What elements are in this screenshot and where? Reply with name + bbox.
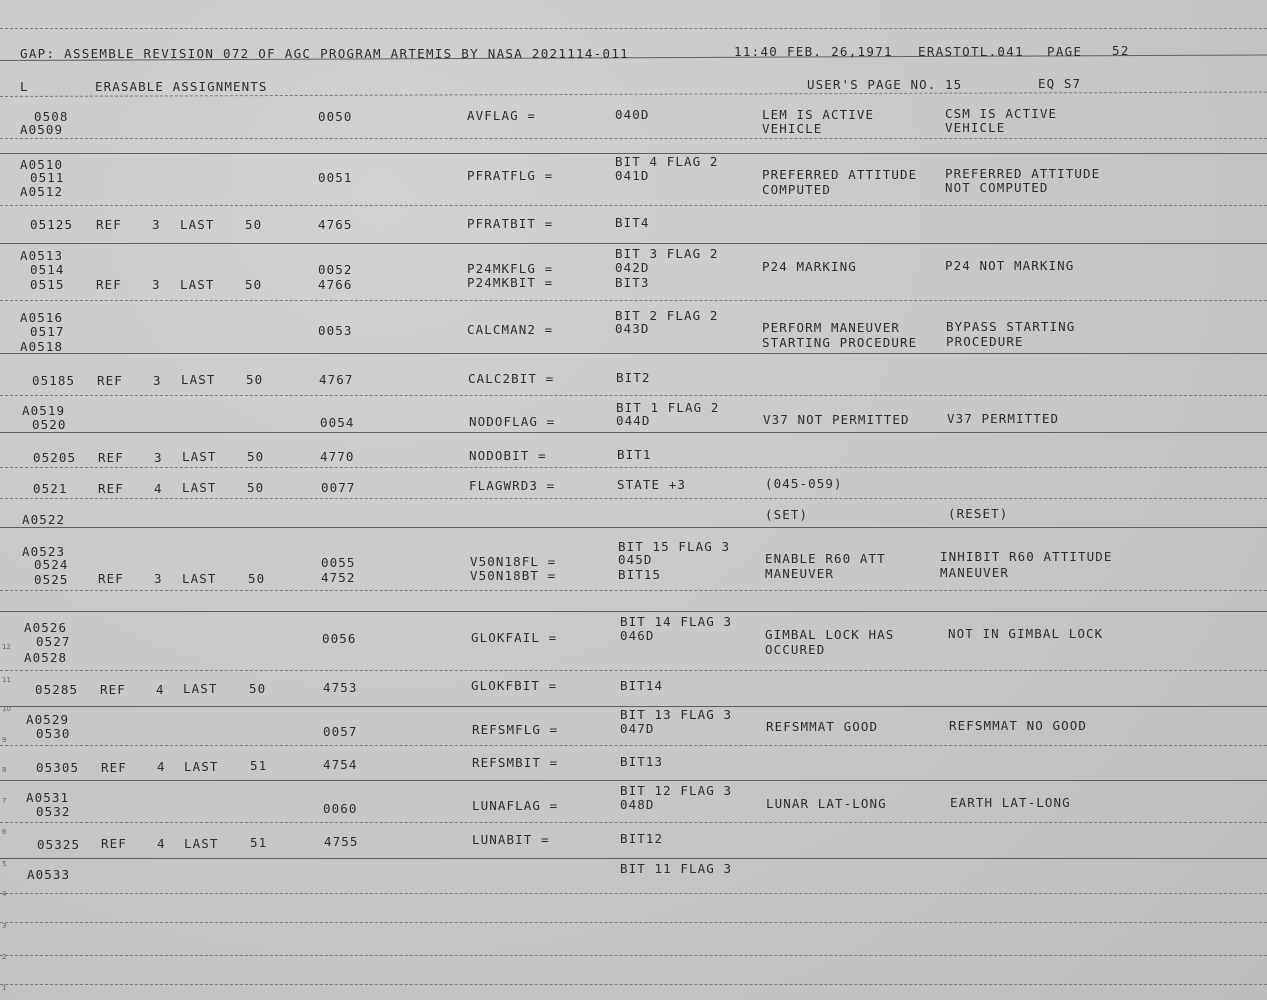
rule [0,498,1267,499]
address: 0050 [318,109,353,124]
margin-mark: 1 [2,984,7,992]
line-number: 05185 [32,373,76,388]
last-page: 50 [248,571,266,586]
line-number: 0508 [34,109,69,124]
line-number: 0511 [30,170,65,185]
rule [0,527,1267,528]
set-header: (SET) [765,507,809,522]
rule [0,467,1267,468]
ref-label: REF [98,481,124,496]
last-label: LAST [182,571,217,586]
last-label: LAST [184,759,219,774]
value: BIT14 [620,678,664,693]
range-comment: (045-059) [765,476,843,491]
address: 0057 [323,724,358,739]
address: 0054 [320,415,355,430]
rule [0,858,1267,859]
address: 4766 [318,277,353,292]
address: 0051 [318,170,353,185]
line-number: 05305 [36,760,80,775]
listing-title: GAP: ASSEMBLE REVISION 072 OF AGC PROGRAM ARTEMIS BY NASA 2021114-011 [20,46,629,61]
line-number: A0516 [20,310,64,325]
symbol: CALC2BIT = [468,371,555,386]
margin-mark: 12 [2,643,11,651]
set-comment: PERFORM MANEUVER [762,320,901,335]
address: 4755 [324,834,359,849]
symbol: GLOKFAIL = [471,630,558,645]
symbol: REFSMFLG = [472,722,559,737]
last-label: LAST [182,480,217,495]
line-number: 0532 [36,804,71,819]
line-number: A0509 [20,122,64,137]
address: 4765 [318,217,353,232]
rule [0,28,1267,29]
symbol: AVFLAG = [467,108,537,123]
value: 041D [615,168,650,183]
rule [0,138,1267,139]
ref-count: 4 [157,759,166,774]
value: BIT1 [617,447,652,462]
line-number: 05325 [37,837,81,852]
page-number: 52 [1112,43,1130,58]
address: 4754 [323,757,358,772]
bit-flag: BIT 14 FLAG 3 [620,614,733,629]
address: 4752 [321,570,356,585]
line-number: 05205 [33,450,77,465]
line-number: 05125 [30,217,74,232]
set-comment: REFSMMAT GOOD [766,719,879,734]
margin-mark: 4 [2,890,7,898]
value: BIT3 [615,275,650,290]
symbol: P24MKFLG = [467,261,554,276]
last-label: LAST [181,372,216,387]
margin-mark: 5 [2,860,7,868]
ref-count: 4 [154,481,163,496]
ref-count: 3 [154,450,163,465]
address: 0052 [318,262,353,277]
last-page: 51 [250,835,268,850]
ref-label: REF [100,682,126,697]
line-number: 0527 [36,634,71,649]
rule [0,243,1267,244]
reset-comment: MANEUVER [940,565,1010,580]
line-number: A0519 [22,403,66,418]
value: BIT12 [620,831,664,846]
reset-comment: BYPASS STARTING [946,319,1076,334]
symbol: PFRATBIT = [467,216,554,231]
last-page: 50 [245,277,263,292]
rule [0,780,1267,781]
value: STATE +3 [617,477,687,492]
rule [0,922,1267,923]
rule [0,590,1267,591]
symbol: LUNAFLAG = [472,798,559,813]
address: 0077 [321,480,356,495]
margin-mark: 3 [2,922,7,930]
value: 044D [616,413,651,428]
reset-comment: PREFERRED ATTITUDE [945,166,1101,181]
reset-header: (RESET) [948,506,1009,521]
ref-count: 3 [153,373,162,388]
line-number: A0510 [20,157,64,172]
rule [0,893,1267,894]
ref-label: REF [97,373,123,388]
set-comment: STARTING PROCEDURE [762,335,918,350]
value: BIT15 [618,567,662,582]
address: 4767 [319,372,354,387]
address: 4770 [320,449,355,464]
eq-label: EQ S7 [1038,76,1082,91]
line-number: 0524 [34,557,69,572]
reset-comment: V37 PERMITTED [947,411,1060,426]
symbol: V50N18FL = [470,554,557,569]
line-number: A0531 [26,790,70,805]
margin-mark: 9 [2,736,7,744]
reset-comment: PROCEDURE [946,334,1024,349]
last-page: 50 [247,480,265,495]
users-page: USER'S PAGE NO. 15 [807,77,963,92]
reset-comment: P24 NOT MARKING [945,258,1075,273]
reset-comment: NOT COMPUTED [945,180,1049,195]
rule [0,395,1267,396]
last-page: 51 [250,758,268,773]
reset-comment: VEHICLE [945,120,1006,135]
reset-comment: EARTH LAT-LONG [950,795,1071,810]
last-label: LAST [183,681,218,696]
section-title: ERASABLE ASSIGNMENTS [95,79,268,94]
rule [0,822,1267,823]
set-comment: PREFERRED ATTITUDE [762,167,918,182]
set-comment: OCCURED [765,642,826,657]
value: 046D [620,628,655,643]
listing-name: ERASTOTL.041 [918,44,1024,59]
line-number: 0520 [32,417,67,432]
ref-label: REF [101,760,127,775]
last-label: LAST [182,449,217,464]
last-page: 50 [249,681,267,696]
set-comment: ENABLE R60 ATT [765,551,886,566]
address: 4753 [323,680,358,695]
set-comment: LEM IS ACTIVE [762,107,875,122]
ref-count: 3 [152,277,161,292]
last-page: 50 [245,217,263,232]
address: 0053 [318,323,353,338]
rule [0,432,1267,433]
margin-mark: 2 [2,953,7,961]
margin-mark: 6 [2,828,7,836]
last-label: LAST [180,217,215,232]
reset-comment: INHIBIT R60 ATTITUDE [940,549,1113,564]
page-label: PAGE [1047,44,1083,59]
value: 045D [618,552,653,567]
line-number: A0522 [22,512,66,527]
address: 0055 [321,555,356,570]
set-comment: VEHICLE [762,121,823,136]
ref-count: 3 [152,217,161,232]
symbol: LUNABIT = [472,832,550,847]
symbol: P24MKBIT = [467,275,554,290]
line-number: A0512 [20,184,64,199]
rule [0,205,1267,206]
line-number: A0518 [20,339,64,354]
ref-label: REF [96,277,122,292]
address: 0060 [323,801,358,816]
value: BIT2 [616,370,651,385]
last-label: LAST [184,836,219,851]
line-number: A0528 [24,650,68,665]
symbol: NODOFLAG = [469,414,556,429]
bit-flag: BIT 13 FLAG 3 [620,707,733,722]
value: 040D [615,107,650,122]
rule [0,300,1267,301]
rule [0,955,1267,956]
value: BIT4 [615,215,650,230]
symbol: NODOBIT = [469,448,547,463]
value: BIT13 [620,754,664,769]
line-number: 0514 [30,262,65,277]
bit-flag: BIT 11 FLAG 3 [620,861,733,876]
line-number: 05285 [35,682,79,697]
set-comment: V37 NOT PERMITTED [763,412,910,427]
margin-mark: 11 [2,676,11,684]
line-number: 0530 [36,726,71,741]
symbol: CALCMAN2 = [467,322,554,337]
bit-flag: BIT 2 FLAG 2 [615,308,719,323]
rule [0,984,1267,985]
address: 0056 [322,631,357,646]
set-comment: P24 MARKING [762,259,857,274]
ref-label: REF [96,217,122,232]
value: 043D [615,321,650,336]
value: 042D [615,260,650,275]
line-number: 0517 [30,324,65,339]
set-comment: MANEUVER [765,566,835,581]
set-comment: LUNAR LAT-LONG [766,796,887,811]
line-marker: L [20,79,29,94]
reset-comment: NOT IN GIMBAL LOCK [948,626,1104,641]
symbol: PFRATFLG = [467,168,554,183]
ref-label: REF [98,450,124,465]
value: 048D [620,797,655,812]
line-number: 0525 [34,572,69,587]
bit-flag: BIT 3 FLAG 2 [615,246,719,261]
bit-flag: BIT 4 FLAG 2 [615,154,719,169]
ref-count: 4 [156,682,165,697]
bit-flag: BIT 12 FLAG 3 [620,783,733,798]
line-number: A0513 [20,248,64,263]
ref-count: 3 [154,571,163,586]
line-number: A0529 [26,712,70,727]
symbol: GLOKFBIT = [471,678,558,693]
last-page: 50 [246,372,264,387]
rule [0,611,1267,612]
listing-timestamp: 11:40 FEB. 26,1971 [734,44,893,59]
rule [0,745,1267,746]
set-comment: COMPUTED [762,182,832,197]
bit-flag: BIT 1 FLAG 2 [616,400,720,415]
value: 047D [620,721,655,736]
rule [0,670,1267,671]
ref-count: 4 [157,836,166,851]
line-number: A0526 [24,620,68,635]
symbol: REFSMBIT = [472,755,559,770]
reset-comment: CSM IS ACTIVE [945,106,1058,121]
margin-mark: 7 [2,797,7,805]
set-comment: GIMBAL LOCK HAS [765,627,895,642]
last-page: 50 [247,449,265,464]
symbol: FLAGWRD3 = [469,478,556,493]
ref-label: REF [101,836,127,851]
symbol: V50N18BT = [470,568,557,583]
margin-mark: 8 [2,766,7,774]
line-number: A0533 [27,867,71,882]
reset-comment: REFSMMAT NO GOOD [949,718,1088,733]
line-number: A0523 [22,544,66,559]
line-number: 0521 [33,481,68,496]
rule [0,353,1267,354]
line-number: 0515 [30,277,65,292]
margin-mark: 10 [2,705,11,713]
last-label: LAST [180,277,215,292]
ref-label: REF [98,571,124,586]
bit-flag: BIT 15 FLAG 3 [618,539,731,554]
